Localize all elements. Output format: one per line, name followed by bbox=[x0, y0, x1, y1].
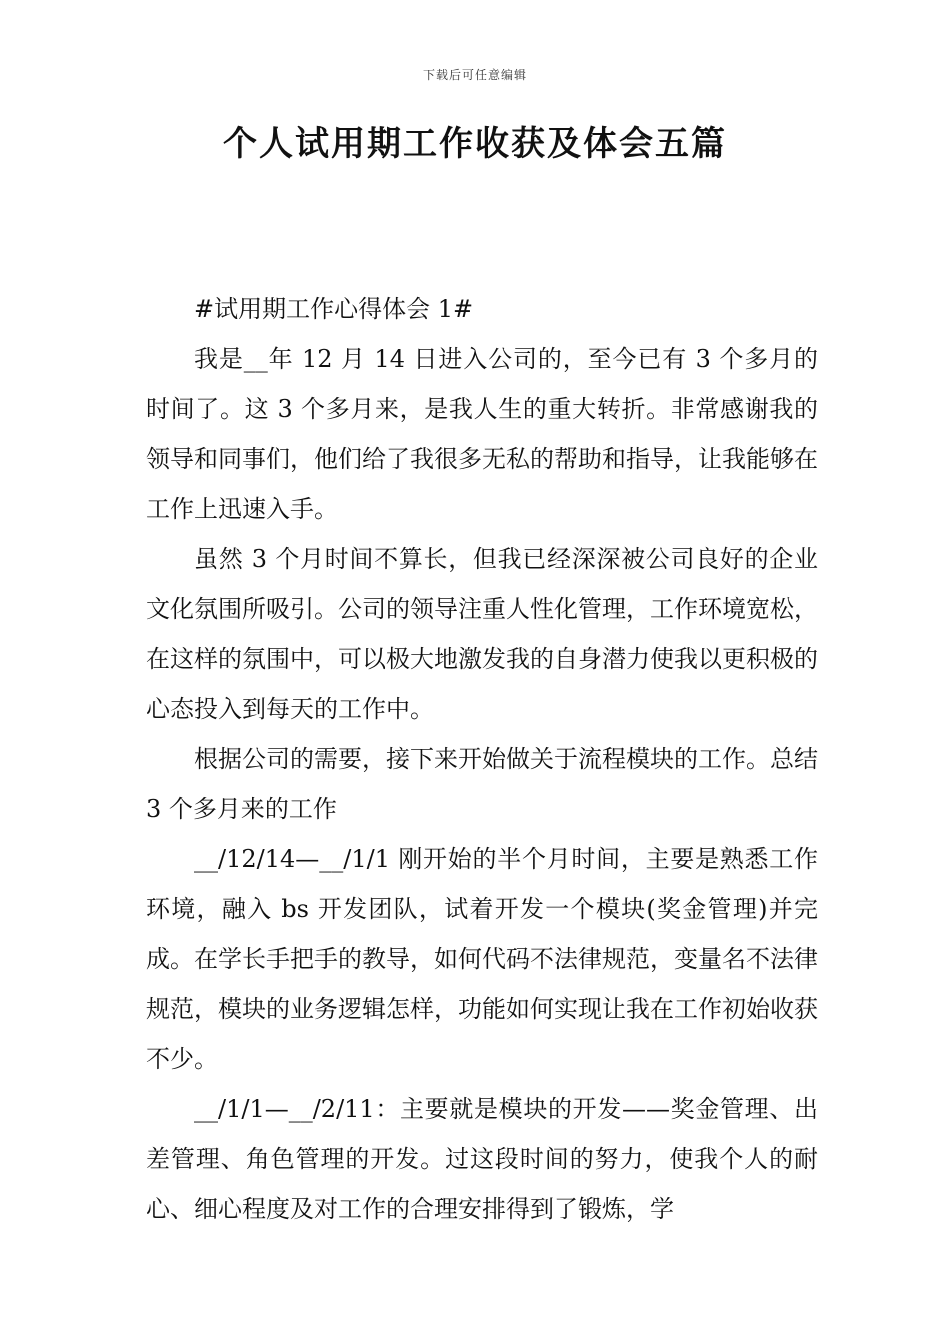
paragraph: 虽然 3 个月时间不算长，但我已经深深被公司良好的企业文化氛围所吸引。公司的领导注重人性化管理，工作环境宽松，在这样的氛围中，可以极大地激发我的自身潜力使我以更积极的心态投入到每天的工作中。 bbox=[146, 545, 818, 723]
paragraph: __/1/1—__/2/11：主要就是模块的开发——奖金管理、出差管理、角色管理的开发。过这段时间的努力，使我个人的耐心、细心程度及对工作的合理安排得到了锻炼，学 bbox=[146, 1095, 818, 1223]
paragraph: 根据公司的需要，接下来开始做关于流程模块的工作。总结 3 个多月来的工作 bbox=[146, 745, 818, 823]
header-note: 下载后可任意编辑 bbox=[422, 68, 527, 82]
section-heading: #试用期工作心得体会 1# bbox=[194, 295, 474, 323]
paragraph: __/12/14—__/1/1 刚开始的半个月时间，主要是熟悉工作环境，融入 bs 开发团队，试着开发一个模块(奖金管理)并完成。在学长手把手的教导，如何代码不法律规范，变量名不法律规范，模块的业务逻辑怎样，功能如何实现让我在工作初始收获不少。 bbox=[146, 845, 818, 1073]
document-title: 个人试用期工作收获及体会五篇 bbox=[223, 124, 727, 164]
document-body bbox=[146, 284, 818, 1234]
paragraph: 我是__年 12 月 14 日进入公司的，至今已有 3 个多月的时间了。这 3 个多月来，是我人生的重大转折。非常感谢我的领导和同事们，他们给了我很多无私的帮助和指导，让我能够在工作上迅速入手。 bbox=[146, 345, 818, 523]
